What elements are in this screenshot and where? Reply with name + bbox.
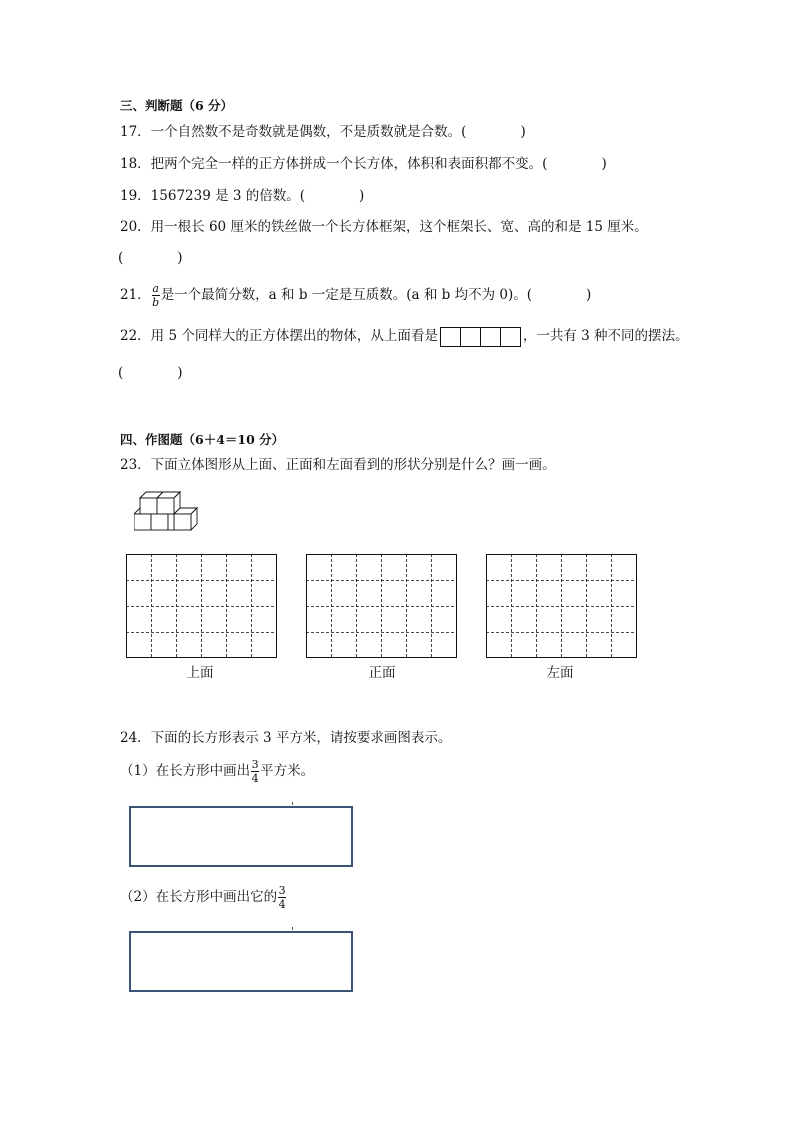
answer-22: ( ) (118, 365, 183, 381)
grid-top-view[interactable] (126, 554, 278, 659)
rectangle-part1[interactable] (129, 806, 353, 867)
question-21: 21． $\frac{a}{b}$ 是一个最简分数，a 和 b 一定是互质数。(a 和 b 均不为 0)。( ) (120, 282, 592, 309)
question-19-text: 19．1567239 是 3 的倍数。( (120, 188, 306, 204)
cube-stack-figure (134, 490, 202, 536)
question-17-text: 17．一个自然数不是奇数就是偶数，不是质数就是合数。( (120, 124, 467, 140)
question-17: 17．一个自然数不是奇数就是偶数，不是质数就是合数。( ) (120, 124, 526, 140)
question-22-text-before: 22．用 5 个同样大的正方体摆出的物体，从上面看是 (120, 328, 438, 344)
rect-tick-mark (292, 802, 293, 805)
section4-heading: 四、作图题（6＋4＝10 分） (120, 432, 285, 447)
question-24-part1: （1）在长方形中画出 $\frac{3}{4}$ 平方米。 (120, 758, 315, 785)
rect-tick-mark (292, 927, 293, 930)
question-19: 19．1567239 是 3 的倍数。( ) (120, 188, 365, 204)
fraction-three-quarters-1: $\frac{3}{4}$ (251, 758, 259, 785)
question-24-part2: （2）在长方形中画出它的 $\frac{3}{4}$ (120, 884, 286, 911)
fraction-three-quarters-2: $\frac{3}{4}$ (278, 884, 286, 911)
question-23-text: 23．下面立体图形从上面、正面和左面看到的形状分别是什么？画一画。 (120, 457, 556, 473)
grid-label-front: 正面 (368, 665, 396, 681)
grid-left-view[interactable] (486, 554, 638, 659)
question-18-text: 18．把两个完全一样的正方体拼成一个长方体，体积和表面积都不变。( (120, 156, 548, 172)
section3-heading: 三、判断题（6 分） (120, 98, 234, 113)
grid-label-top: 上面 (186, 665, 214, 681)
grid-front-view[interactable] (306, 554, 458, 659)
question-22 (120, 325, 689, 347)
answer-20: ( ) (118, 250, 183, 266)
question-24-text: 24．下面的长方形表示 3 平方米，请按要求画图表示。 (120, 730, 452, 746)
fraction-a-over-b: $\frac{a}{b}$ (152, 282, 160, 309)
question-18: 18．把两个完全一样的正方体拼成一个长方体，体积和表面积都不变。( ) (120, 156, 607, 172)
top-view-four-squares (440, 327, 521, 347)
question-21-text: 是一个最简分数，a 和 b 一定是互质数。(a 和 b 均不为 0)。( (160, 287, 532, 303)
question-22-text-after: ，一共有 3 种不同的摆法。 (522, 328, 689, 344)
question-20-text: 20．用一根长 60 厘米的铁丝做一个长方体框架，这个框架长、宽、高的和是 15 厘米。 (120, 219, 648, 235)
grid-label-left: 左面 (546, 665, 574, 681)
rectangle-part2[interactable] (129, 931, 353, 992)
